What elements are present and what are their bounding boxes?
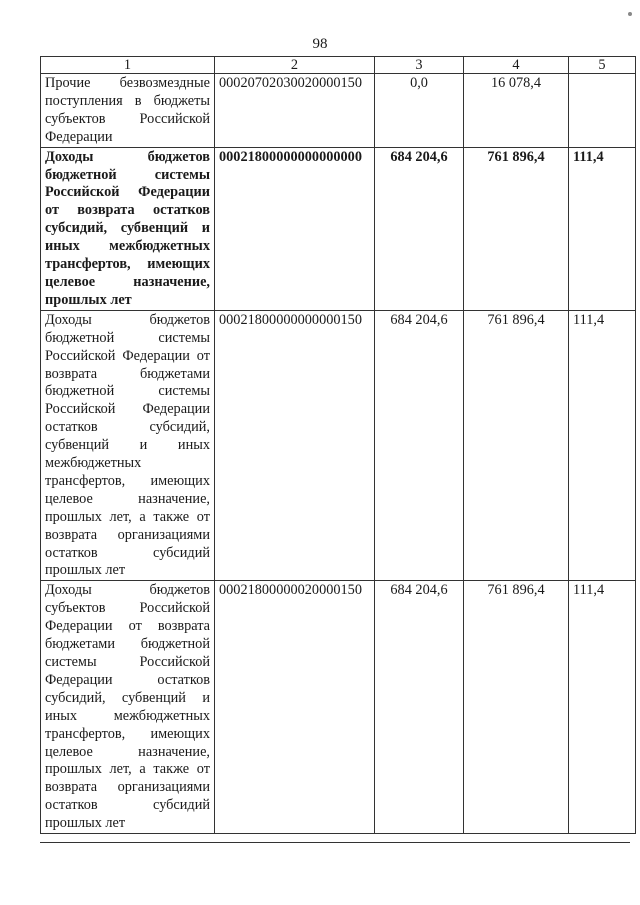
row-name: Доходы бюджетов бюджетной системы Российской Федерации от возврата бюджетами бюджетной системы Российской Федерации остатков субсидий, субвенций и иных межбюджетных трансфертов, имеющих целевое назначение, прошлых лет, а также от возврата организациями остатков субсидий прошлых лет xyxy=(41,310,215,581)
row-value-5: 111,4 xyxy=(569,581,636,834)
table-row xyxy=(41,310,636,581)
row-value-4: 761 896,4 xyxy=(464,310,569,581)
table-row xyxy=(41,147,636,310)
page-number: 98 xyxy=(312,36,328,52)
row-value-5: 111,4 xyxy=(569,147,636,310)
row-code: 00021800000020000150 xyxy=(215,581,375,834)
scan-speck xyxy=(628,12,632,16)
column-header-1: 1 xyxy=(41,57,215,74)
row-value-3: 684 204,6 xyxy=(375,147,464,310)
budget-table xyxy=(40,56,636,834)
row-value-5 xyxy=(569,74,636,148)
row-code: 00021800000000000000 xyxy=(215,147,375,310)
row-name: Доходы бюджетов бюджетной системы Российской Федерации от возврата остатков субсидий, субвенций и иных межбюджетных трансфертов, имеющих целевое назначение, прошлых лет xyxy=(41,147,215,310)
column-header-3: 3 xyxy=(375,57,464,74)
column-header-2: 2 xyxy=(215,57,375,74)
column-header-5: 5 xyxy=(569,57,636,74)
table-row xyxy=(41,581,636,834)
row-value-5: 111,4 xyxy=(569,310,636,581)
table-row xyxy=(41,74,636,148)
row-code: 00020702030020000150 xyxy=(215,74,375,148)
row-value-3: 684 204,6 xyxy=(375,310,464,581)
column-number-row xyxy=(41,57,636,74)
column-header-4: 4 xyxy=(464,57,569,74)
row-value-3: 684 204,6 xyxy=(375,581,464,834)
row-value-4: 16 078,4 xyxy=(464,74,569,148)
row-value-4: 761 896,4 xyxy=(464,581,569,834)
row-code: 00021800000000000150 xyxy=(215,310,375,581)
row-value-4: 761 896,4 xyxy=(464,147,569,310)
row-name: Доходы бюджетов субъектов Российской Федерации от возврата бюджетами бюджетной системы Российской Федерации остатков субсидий, субвенций и иных межбюджетных трансфертов, имеющих целевое назначение, прошлых лет, а также от возврата организациями остатков субсидий прошлых лет xyxy=(41,581,215,834)
table-bottom-rule xyxy=(40,842,630,843)
row-value-3: 0,0 xyxy=(375,74,464,148)
row-name: Прочие безвозмездные поступления в бюджеты субъектов Российской Федерации xyxy=(41,74,215,148)
